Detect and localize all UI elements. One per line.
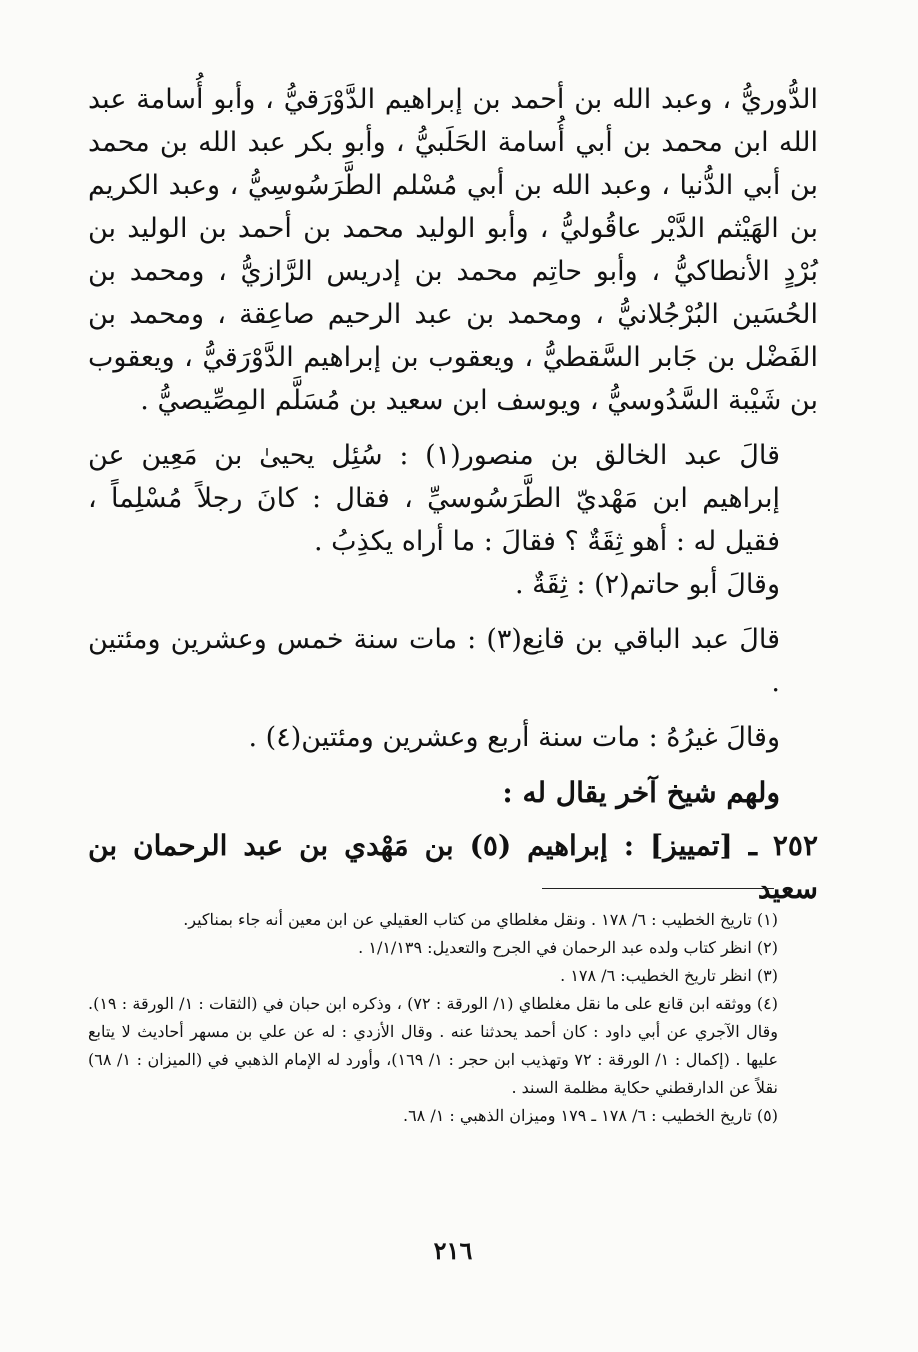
paragraph-narrators: الدُّوريُّ ، وعبد الله بن أحمد بن إبراهيم الدَّوْرَقيُّ ، وأبو أُسامة عبد الله ابن محمد بن أبي أُسامة الحَلَبيُّ ، وأبو بكر عبد الله بن محمد بن أبي الدُّنيا ، وعبد الله بن أبي مُسْلم الطَّرَسُوسِيُّ ، وعبد الكريم بن الهَيْثم الدَّيْر عاقُوليُّ ، وأبو الوليد محمد بن أحمد بن الوليد بن بُرْدٍ الأنطاكيُّ ، وأبو حاتِم محمد بن إدريس الرَّازيُّ ، ومحمد بن الحُسَين البُرْجُلانيُّ ، ومحمد بن عبد الرحيم صاعِقة ، ومحمد بن الفَضْل بن جَابر السَّقطيُّ ، ويعقوب بن إبراهيم الدَّوْرَقيُّ ، ويعقوب بن شَيْبة السَّدُوسيُّ ، ويوسف ابن سعيد بن مُسَلَّم المِصِّيصيُّ . [88,84,818,416]
footnote-2: (٢) انظر كتاب ولده عبد الرحمان في الجرح والتعديل: ١/١/١٣٩ . [358,938,778,957]
paragraph-ibn-qani: قالَ عبد الباقي بن قانِع(٣) : مات سنة خمس وعشرين ومئتين . [88,624,780,698]
page-number: ٢١٦ [433,1236,473,1265]
footnote-4: (٤) ووثقه ابن قانع على ما نقل مغلطاي (١/ الورقة : ٧٢) ، وذكره ابن حبان في (الثقات : ١/ الورقة : ١٩). وقال الآجري عن أبي داود : كان أحمد يحدثنا عنه . وقال الأزدي : له عن علي بن مسهر أحاديث لا يتابع عليها . (إكمال : ١/ الورقة : ٧٢ وتهذيب ابن حجر : ١/ ١٦٩)، وأورد له الإمام الذهبي في (الميزان : ١/ ٦٨) نقلاً عن الدارقطني حكاية مظلمة السند . [88,994,779,1097]
footnotes [88,906,818,1130]
book-page [88,78,818,1298]
footnote-5: (٥) تاريخ الخطيب : ٦/ ١٧٨ ـ ١٧٩ وميزان الذهبي : ١/ ٦٨. [402,1106,778,1125]
footnote-separator [542,888,774,889]
paragraph-others: وقالَ غيرُهُ : مات سنة أربع وعشرين ومئتين(٤) . [248,722,780,753]
paragraph-abu-hatim: وقالَ أبو حاتم(٢) : ثِقَةٌ . [515,569,780,600]
section-heading: ولهم شيخ آخر يقال له : [502,776,780,809]
footnote-3: (٣) انظر تاريخ الخطيب: ٦/ ١٧٨ . [560,966,778,985]
footnote-1: (١) تاريخ الخطيب : ٦/ ١٧٨ . ونقل مغلطاي من كتاب العقيلي عن ابن معين أنه جاء بمناكير. [183,910,778,929]
main-text [88,78,818,910]
entry-252-heading: ٢٥٢ ـ [تمييز] : إبراهيم (٥) بن مَهْدي بن عبد الرحمان بن سعيد [88,829,818,905]
paragraph-abd-al-khaliq: قالَ عبد الخالق بن منصور(١) : سُئِل يحيىٰ بن مَعِين عن إبراهيم ابن مَهْديّ الطَّرَسُوسيِّ ، فقال : كانَ رجلاً مُسْلِماً ، فقيل له : أهو ثِقَةٌ ؟ فقالَ : ما أراه يكذِبُ . [88,440,780,557]
